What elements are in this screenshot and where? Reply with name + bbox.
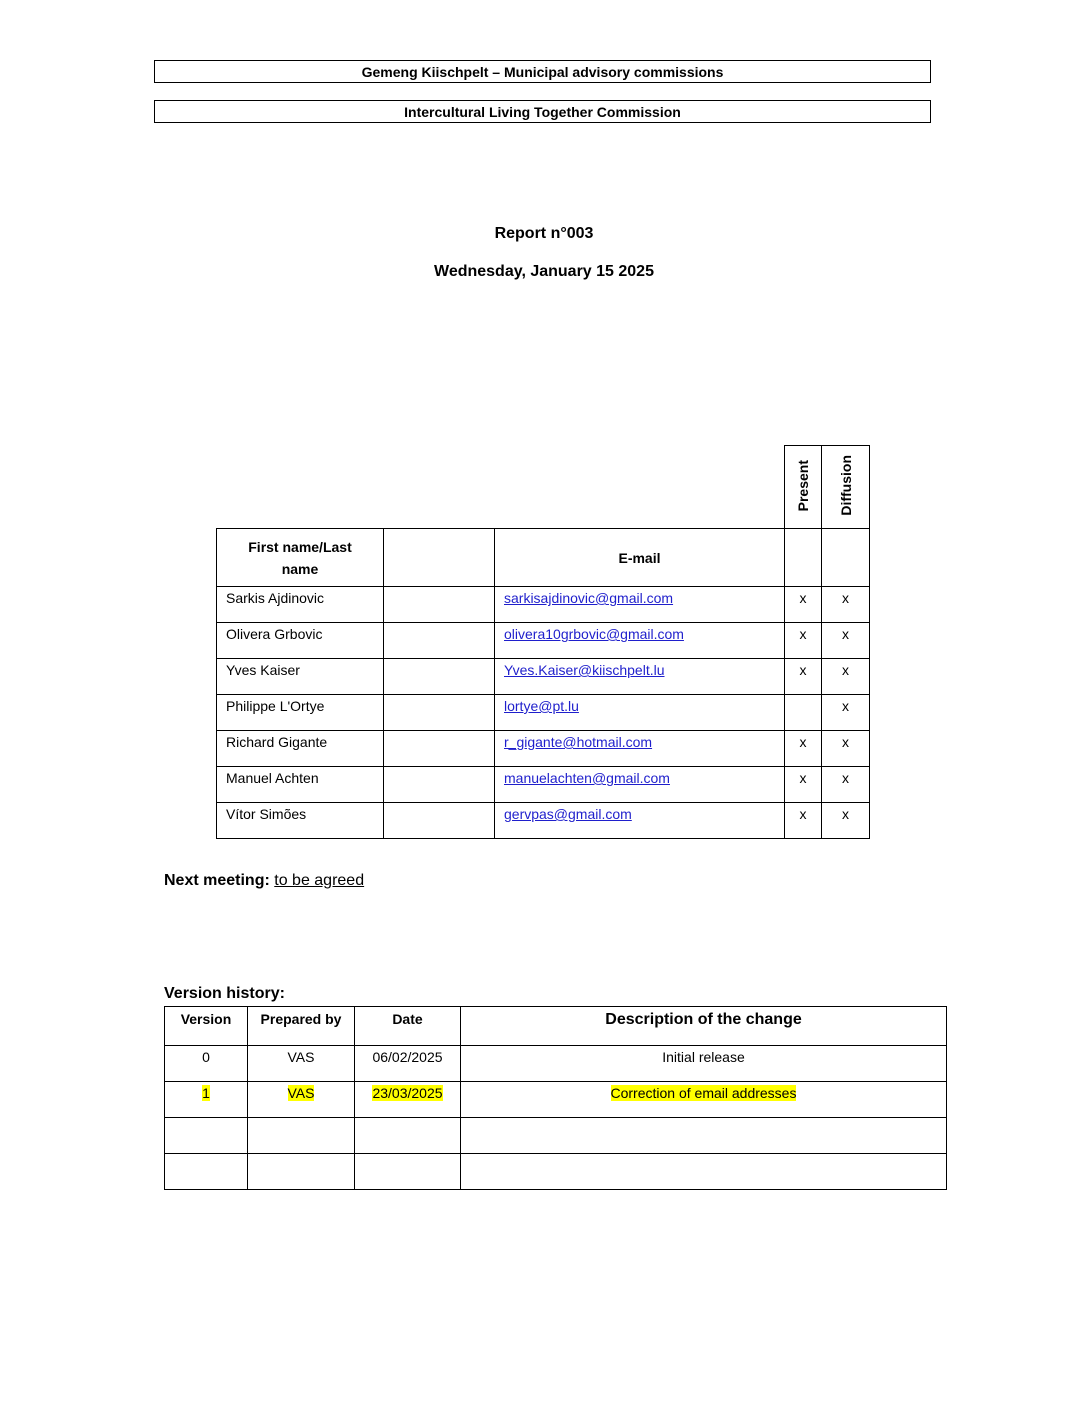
next-meeting-value: to be agreed (274, 872, 365, 889)
table-row (217, 767, 870, 803)
diffusion-mark: x (822, 659, 870, 695)
present-mark: x (785, 767, 822, 803)
description-column-header: Description of the change (461, 1007, 947, 1046)
version-column-header: Version (165, 1007, 248, 1046)
member-name: Philippe L'Ortye (217, 695, 384, 731)
version-history-title: Version history: (164, 985, 285, 1002)
table-row (217, 659, 870, 695)
table-row (165, 1082, 947, 1118)
prepared-by-column-header: Prepared by (248, 1007, 355, 1046)
diffusion-mark: x (822, 587, 870, 623)
column-header-row (217, 529, 870, 587)
change-description: Initial release (461, 1046, 947, 1082)
member-email-link[interactable]: manuelachten@gmail.com (504, 770, 670, 786)
table-row (217, 695, 870, 731)
version-number: 0 (165, 1046, 248, 1082)
member-email-link[interactable]: gervpas@gmail.com (504, 806, 632, 822)
diffusion-mark: x (822, 767, 870, 803)
diffusion-mark: x (822, 623, 870, 659)
present-mark: x (785, 731, 822, 767)
member-name: Yves Kaiser (217, 659, 384, 695)
version-history-table (164, 1006, 947, 1190)
next-meeting (164, 872, 364, 890)
member-name: Sarkis Ajdinovic (217, 587, 384, 623)
name-column-header: First name/Last name (217, 529, 384, 587)
report-title: Report n°003 (494, 225, 594, 242)
present-mark: x (785, 623, 822, 659)
table-row (217, 587, 870, 623)
present-mark: x (785, 803, 822, 839)
diffusion-mark: x (822, 731, 870, 767)
date-column-header: Date (355, 1007, 461, 1046)
member-name: Richard Gigante (217, 731, 384, 767)
diffusion-mark: x (822, 803, 870, 839)
prepared-by: VAS (248, 1046, 355, 1082)
member-name: Vítor Simões (217, 803, 384, 839)
rotated-header-row (217, 446, 870, 529)
diffusion-mark: x (822, 695, 870, 731)
prepared-by: VAS (287, 1085, 315, 1101)
table-row (217, 731, 870, 767)
member-email-link[interactable]: sarkisajdinovic@gmail.com (504, 590, 674, 606)
member-email-link[interactable]: olivera10grbovic@gmail.com (504, 626, 684, 642)
table-row (165, 1118, 947, 1154)
present-mark (785, 695, 822, 731)
member-name: Olivera Grbovic (217, 623, 384, 659)
header-municipal: Gemeng Kiischpelt – Municipal advisory commissions (154, 60, 931, 83)
attendance-table (216, 445, 870, 839)
table-row (217, 623, 870, 659)
member-email-link[interactable]: lortye@pt.lu (504, 698, 579, 714)
present-mark: x (785, 587, 822, 623)
present-header: Present (785, 446, 822, 529)
present-mark: x (785, 659, 822, 695)
email-column-header: E-mail (495, 529, 785, 587)
table-row (165, 1154, 947, 1190)
diffusion-header: Diffusion (822, 446, 870, 529)
version-date: 23/03/2025 (372, 1085, 443, 1101)
version-number: 1 (202, 1085, 210, 1101)
next-meeting-label: Next meeting: (164, 872, 270, 889)
report-date: Wednesday, January 15 2025 (434, 263, 654, 280)
member-email-link[interactable]: Yves.Kaiser@kiischpelt.lu (504, 662, 665, 678)
table-row (217, 803, 870, 839)
member-email-link[interactable]: r_gigante@hotmail.com (504, 734, 653, 750)
change-description: Correction of email addresses (610, 1085, 797, 1101)
table-row (165, 1046, 947, 1082)
version-date: 06/02/2025 (355, 1046, 461, 1082)
header-commission: Intercultural Living Together Commission (154, 100, 931, 123)
member-name: Manuel Achten (217, 767, 384, 803)
version-header-row (165, 1007, 947, 1046)
